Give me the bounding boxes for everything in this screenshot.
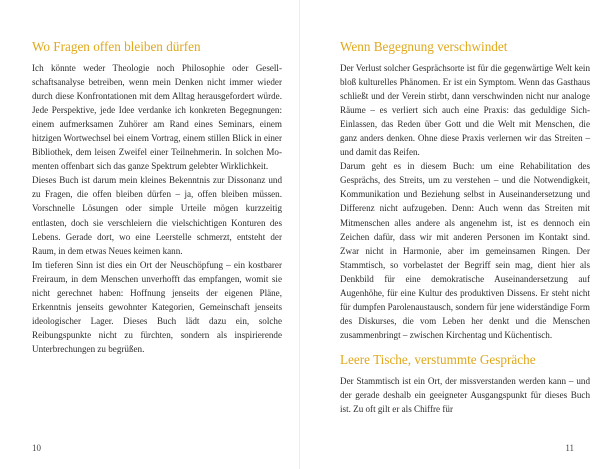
right-section-heading: Wenn Begegnung verschwindet xyxy=(340,39,508,54)
left-paragraph-3: Im tieferen Sinn ist dies ein Ort der Neuschöpfung – ein kostbarer Freiraum, in dem Menschen unverhofft das empfangen, womit sie nicht gerechnet haben: Hoffnung jenseits der eigenen Pläne, Erkenntnis jenseits gewohnter Kategorien, Gemeinschaft jenseits ideologischer Lager. Dieses Buch lädt dazu ein, solche Reibungspunkte nicht zu fürchten, sondern als inspirierende Unterbrechungen zu begrüßen. xyxy=(32,259,282,354)
right-paragraph-1: Der Verlust solcher Gesprächsorte ist für die gegenwärtige Welt kein bloß kulturelles Phänomen. Er ist ein Symptom. Wenn das Gasthaus schließt und der Verein stirbt, dann verschwinden nicht nur analoge Räume – es verliert sich auch eine Praxis: das geduldige Sich-Einlassen, das Reden über Gott und die Welt mit Menschen, die ganz anders denken. Ohne diese Praxis verlernen wir das Streiten – und damit das Reifen. xyxy=(340,63,590,158)
right-section-heading-2: Leere Tische, verstummte Gespräche xyxy=(340,351,536,367)
left-section-heading: Wo Fragen offen bleiben dürfen xyxy=(32,39,201,54)
left-text-column xyxy=(32,38,282,356)
right-page xyxy=(300,0,600,469)
left-paragraph-2: Dieses Buch ist darum mein kleines Bekenntnis zur Dissonanz und zu Fragen, die offen bleiben dürfen – ja, offen bleiben müssen. Vorschnelle Lösungen oder simple Urteile mögen kurzzeitig entlasten, doch sie verschleiern die vielschichtigen Konturen des Lebens. Gerade dort, wo eine Leerstelle schmerzt, entsteht der Raum, in dem etwas Neues keimen kann. xyxy=(32,175,282,256)
left-paragraph-1: Ich könnte weder Theologie noch Philosophie oder Gesellschaftsanalyse betreiben, wenn mein Denken nicht immer wieder durch diese Konfrontationen mit dem Alltag herausgefordert würde. Jede Perspektive, jede Idee verdanke ich konkreten Begegnungen: einem aufmerksamen Zuhörer am Rand eines Seminars, einem hitzigen Wortwechsel bei einem Vortrag, einem stillen Blick in einer Bibliothek, dem leisen Zweifel einer Teilnehmerin. In solchen Momenten offenbart sich das ganze Spektrum gelebter Wirklichkeit. xyxy=(32,63,282,172)
left-page-number: 10 xyxy=(32,443,41,453)
right-text-column xyxy=(340,38,590,416)
right-paragraph-3: Der Stammtisch ist ein Ort, der missverstanden werden kann – und der gerade deshalb ein geeigneter Ausgangspunkt für dieses Buch ist. Zu oft gilt er als Chiffre für xyxy=(340,375,590,415)
right-paragraph-2: Darum geht es in diesem Buch: um eine Rehabilitation des Gesprächs, des Streits, um zu verstehen – und die Notwendigkeit, Kommunikation und Beziehung selbst in Auseinandersetzung und Differenz nicht aufzugeben. Denn: Auch wenn das Streiten mit Mitmenschen alles andere als angenehm ist, ist es dennoch ein Zeichen dafür, dass wir mit anderen Personen im Kontakt sind. Zwar nicht in Harmonie, aber im gemeinsamen Ringen. Der Stammtisch, so vorbelastet der Begriff sein mag, dient hier als Denkbild für eine demokratische Auseinandersetzung auf Augenhöhe, für eine Kultur des produktiven Dissens. Er steht nicht für dumpfen Parolenaustausch, sondern für jene widerständige Form des Diskurses, die vom Leben her denkt und die Menschen zusammenbringt – zwischen Kirchentag und Küchentisch. xyxy=(340,161,590,340)
right-page-number: 11 xyxy=(565,443,574,453)
